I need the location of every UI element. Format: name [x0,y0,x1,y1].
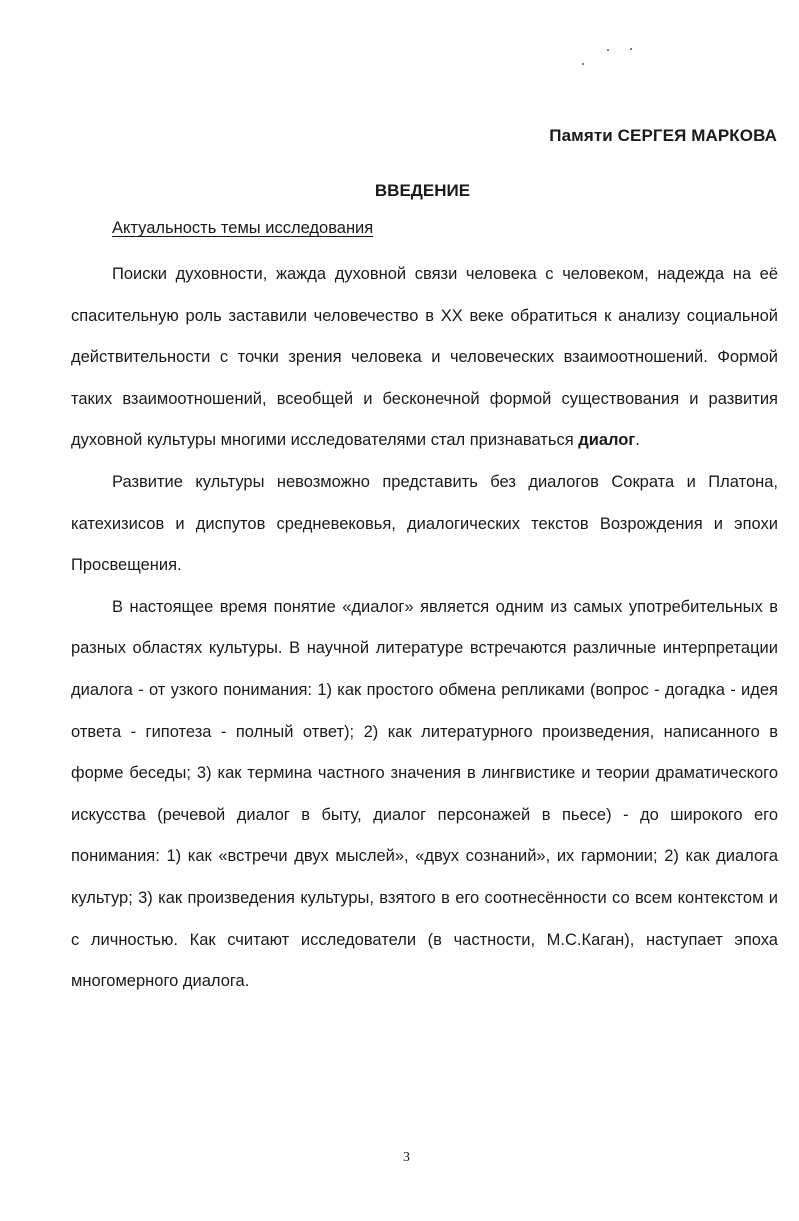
paragraph-1-text: Поиски духовности, жажда духовной связи человека с человеком, надежда на её спасительную роль заставили человечество в XX веке обратиться к анализу социальной действительности с точки зрения человека и человеческих взаимоотношений. Формой таких взаимоотношений, всеобщей и бесконечной формой существования и развития духовной культуры многими исследователями стал признаваться [71,265,778,450]
scan-speck [630,48,632,50]
paragraph-3: В настоящее время понятие «диалог» является одним из самых употребительных в разных областях культуры. В научной литературе встречаются различные интерпретации диалога - от узкого понимания: 1) как простого обмена репликами (вопрос - догадка - идея ответа - гипотеза - полный ответ); 2) как литературного произведения, написанного в форме беседы; 3) как термина частного значения в лингвистике и теории драматического искусства (речевой диалог в быту, диалог персонажей в пьесе) - до широкого его понимания: 1) как «встречи двух мыслей», «двух сознаний», их гармонии; 2) как диалога культур; 3) как произведения культуры, взятого в его соотнесённости со всем контекстом и с личностью. Как считают исследователи (в частности, М.С.Каган), наступает эпоха многомерного диалога. [71,597,778,991]
paragraph-1 [71,254,778,462]
dedication: Памяти СЕРГЕЯ МАРКОВА [549,126,777,145]
scan-speck [607,49,609,51]
section-title: ВВЕДЕНИЕ [374,181,471,200]
section-subtitle: Актуальность темы исследования [112,219,374,237]
paragraph-1-bold-term: диалог [578,431,636,450]
paragraph-2: Развитие культуры невозможно представить без диалогов Сократа и Платона, катехизисов и диспутов средневековья, диалогических текстов Возрождения и эпохи Просвещения. [71,472,778,575]
body-text [71,254,778,1003]
scan-speck [582,63,584,65]
page-number: 3 [403,1150,410,1165]
paragraph-1-end: . [635,431,640,450]
